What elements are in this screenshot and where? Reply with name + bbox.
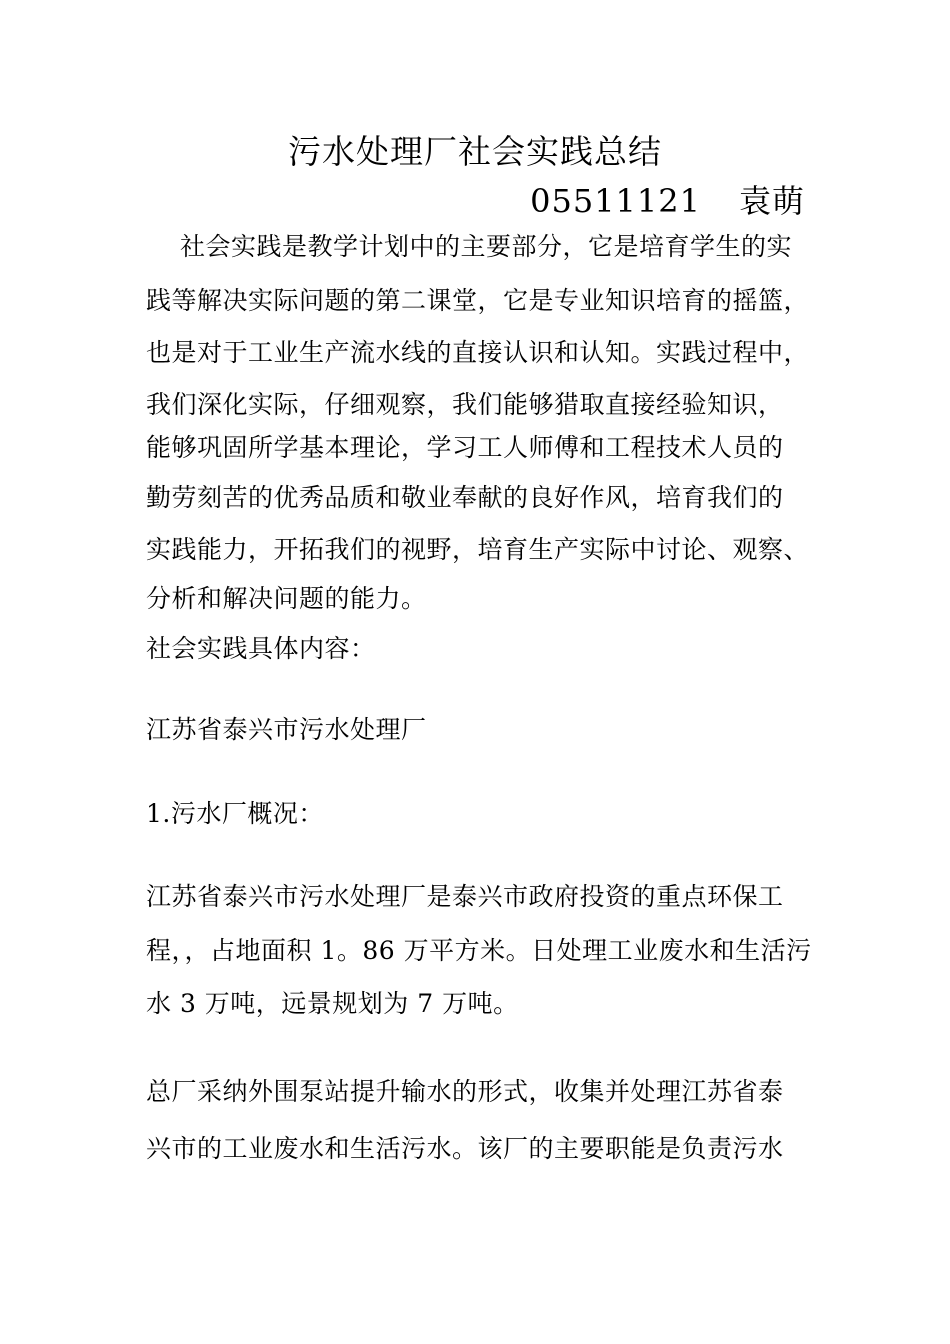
intro-paragraph-line: 勤劳刻苦的优秀品质和敬业奉献的良好作风，培育我们的 bbox=[146, 483, 784, 512]
author-name: 袁萌 bbox=[738, 182, 805, 220]
overview-paragraph-line: 水 3 万吨，远景规划为 7 万吨。 bbox=[146, 989, 519, 1018]
section-heading: 社会实践具体内容： bbox=[146, 634, 376, 663]
intro-paragraph-line: 社会实践是教学计划中的主要部分，它是培育学生的实 bbox=[180, 232, 793, 261]
overview-paragraph-line: 程，，占地面积 1。86 万平方米。日处理工业废水和生活污 bbox=[146, 936, 812, 965]
intro-paragraph-line: 能够巩固所学基本理论，学习工人师傅和工程技术人员的 bbox=[146, 433, 784, 462]
document-title: 污水处理厂社会实践总结 bbox=[288, 132, 662, 171]
function-paragraph-line: 总厂采纳外围泵站提升输水的形式，收集并处理江苏省泰 bbox=[146, 1077, 784, 1106]
intro-paragraph-line: 践等解决实际问题的第二课堂，它是专业知识培育的摇篮， bbox=[146, 286, 810, 315]
author-line bbox=[530, 180, 805, 222]
intro-paragraph-line: 我们深化实际，仔细观察，我们能够猎取直接经验知识， bbox=[146, 390, 784, 419]
student-id: 05511121 bbox=[530, 182, 701, 220]
intro-paragraph-line: 分析和解决问题的能力。 bbox=[146, 584, 427, 613]
overview-heading: 1.污水厂概况： bbox=[146, 799, 324, 828]
intro-paragraph-line: 实践能力，开拓我们的视野，培育生产实际中讨论、观察、 bbox=[146, 535, 810, 564]
function-paragraph-line: 兴市的工业废水和生活污水。该厂的主要职能是负责污水 bbox=[146, 1134, 784, 1163]
overview-paragraph-line: 江苏省泰兴市污水处理厂是泰兴市政府投资的重点环保工 bbox=[146, 882, 784, 911]
plant-name: 江苏省泰兴市污水处理厂 bbox=[146, 715, 427, 744]
intro-paragraph-line: 也是对于工业生产流水线的直接认识和认知。实践过程中， bbox=[146, 338, 810, 367]
